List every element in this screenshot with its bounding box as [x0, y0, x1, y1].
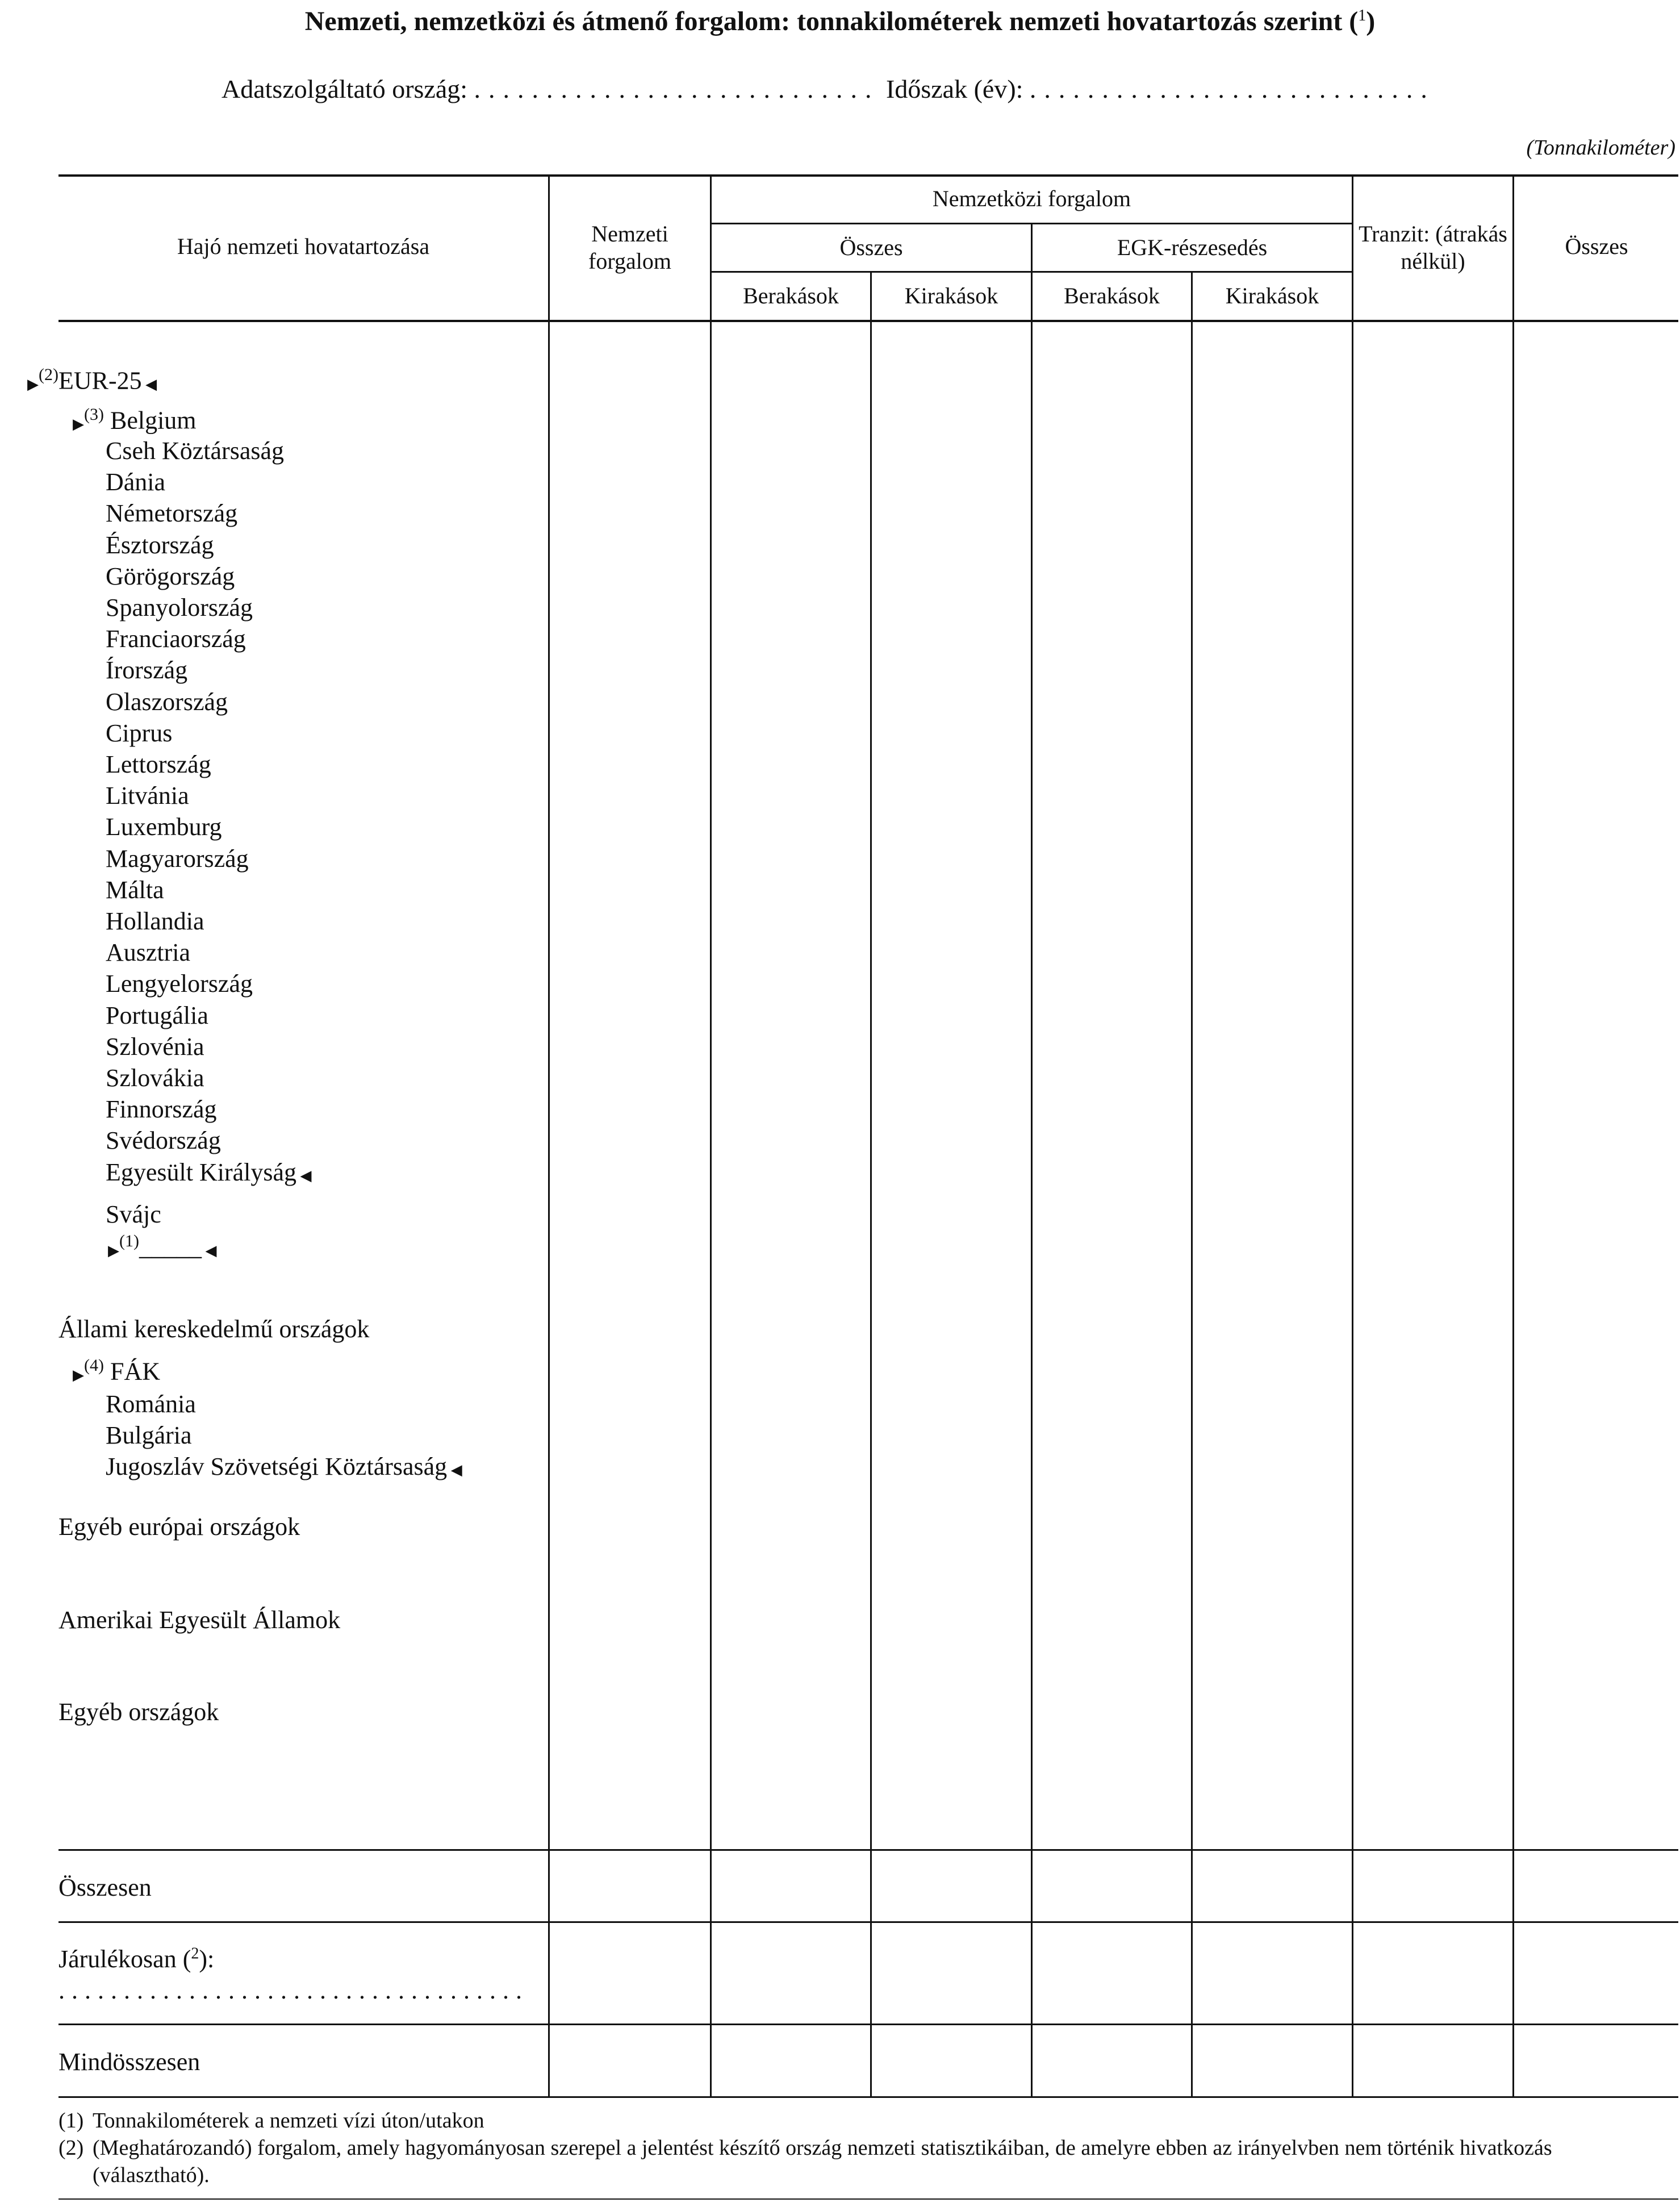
row-total: Összesen [58, 1874, 152, 1901]
row-country: Magyarország [106, 844, 249, 873]
row-usa: Amerikai Egyesült Államok [58, 1606, 341, 1634]
row-grand-total: Mindösszesen [58, 2048, 200, 2076]
grand-total-rule [58, 2024, 1678, 2025]
header-total: Összes [1565, 233, 1628, 259]
row-country: Lettország [106, 750, 211, 778]
row-country: Észtország [106, 531, 214, 559]
report-meta [222, 74, 1435, 104]
header-transit: Tranzit: (átrakás nélkül) [1359, 221, 1507, 274]
row-country: Görögország [106, 562, 235, 590]
row-country: Luxemburg [106, 813, 222, 841]
row-country: Olaszország [106, 687, 228, 716]
footnote-1: (1) Tonnakilométerek a nemzeti vízi úton/utakon [58, 2109, 484, 2133]
header-unload-1: Kirakások [904, 283, 998, 308]
unit-label: (Tonnakilométer) [1526, 136, 1675, 160]
row-country: Egyesült Királyság ◀ [106, 1158, 312, 1187]
row-yugoslavia: Jugoszláv Szövetségi Köztársaság ◀ [106, 1452, 462, 1481]
row-country: Ausztria [106, 938, 191, 967]
page-title: Nemzeti, nemzetközi és átmenő forgalom: tonnakilométerek nemzeti hovatartozás szerint ($^1$) [304, 6, 1376, 36]
row-bulgaria: Bulgária [106, 1421, 192, 1449]
row-switzerland: Svájc [106, 1200, 161, 1228]
row-country: Litvánia [106, 782, 189, 810]
row-eur25: ▶ $^{(2)}$EUR-25 ◀ [27, 365, 157, 395]
footnote-2-cont: (választható). [93, 2163, 210, 2187]
period-label: Időszak (év): [886, 74, 1023, 103]
row-state-trading: Állami kereskedelmű országok [58, 1315, 370, 1343]
row-incidental: Járulékosan ($^2$): [58, 1945, 215, 1973]
col-divider-4 [1031, 223, 1033, 2098]
page-bottom-rule [58, 2198, 1678, 2200]
header-unload-2: Kirakások [1225, 283, 1319, 308]
row-country: Ciprus [106, 719, 173, 747]
col-divider-5 [1191, 271, 1193, 2098]
row-country: Svédország [106, 1127, 221, 1155]
row-country: Lengyelország [106, 970, 253, 998]
header-all: Összes [839, 235, 903, 260]
row-other-europe: Egyéb európai országok [58, 1513, 300, 1541]
footnote-2: (2) (Meghatározandó) forgalom, amely hagyományosan szerepel a jelentést készítő ország nemzeti statisztikáiban, de amelyre ebben az irányelvben nem történik hivatkozás [58, 2136, 1552, 2160]
row-country: Franciaország [106, 625, 246, 653]
header-international: Nemzetközi forgalom [932, 186, 1131, 211]
incidental-rule [58, 1921, 1678, 1923]
col-divider-2 [710, 174, 712, 2098]
col-divider-7 [1512, 174, 1514, 2098]
row-country: Spanyolország [106, 594, 253, 621]
row-blank: ▶ $^{(1)}$_____ ◀ [108, 1232, 216, 1262]
header-load-1: Berakások [743, 283, 839, 308]
country-field[interactable]: ............................ [474, 74, 880, 103]
header-load-2: Berakások [1064, 283, 1160, 308]
header-national: Nemzeti forgalom [588, 221, 671, 274]
row-country: Hollandia [106, 907, 204, 935]
row-belgium: ▶ $^{(3)}$ Belgium [73, 405, 197, 435]
row-country: Cseh Köztársaság [106, 437, 285, 465]
row-country: Portugália [106, 1001, 208, 1029]
row-country: Dánia [106, 468, 166, 497]
table-top-rule [58, 174, 1678, 177]
col-divider-3 [870, 271, 872, 2098]
col-divider-6 [1352, 174, 1353, 2098]
row-country: Szlovákia [106, 1064, 204, 1092]
col-divider-1 [548, 174, 550, 2098]
row-fak: ▶ $^{(4)}$ FÁK [73, 1356, 160, 1386]
incidental-field[interactable]: .................................... [58, 1976, 529, 2004]
total-rule [58, 1849, 1678, 1851]
header-bottom-rule [58, 320, 1678, 322]
header-egk: EGK-részesedés [1117, 235, 1268, 260]
row-other: Egyéb országok [58, 1698, 219, 1726]
period-field[interactable]: ............................ [1029, 74, 1435, 103]
row-romania: Románia [106, 1390, 196, 1418]
country-label: Adatszolgáltató ország: [222, 74, 468, 103]
row-country: Málta [106, 875, 164, 904]
row-country: Németország [106, 499, 238, 528]
row-country: Szlovénia [106, 1032, 204, 1061]
row-country: Írország [106, 656, 188, 685]
row-country: Finnország [106, 1095, 217, 1124]
header-nationality: Hajó nemzeti hovatartozása [177, 233, 430, 259]
table-bottom-rule [58, 2096, 1678, 2098]
